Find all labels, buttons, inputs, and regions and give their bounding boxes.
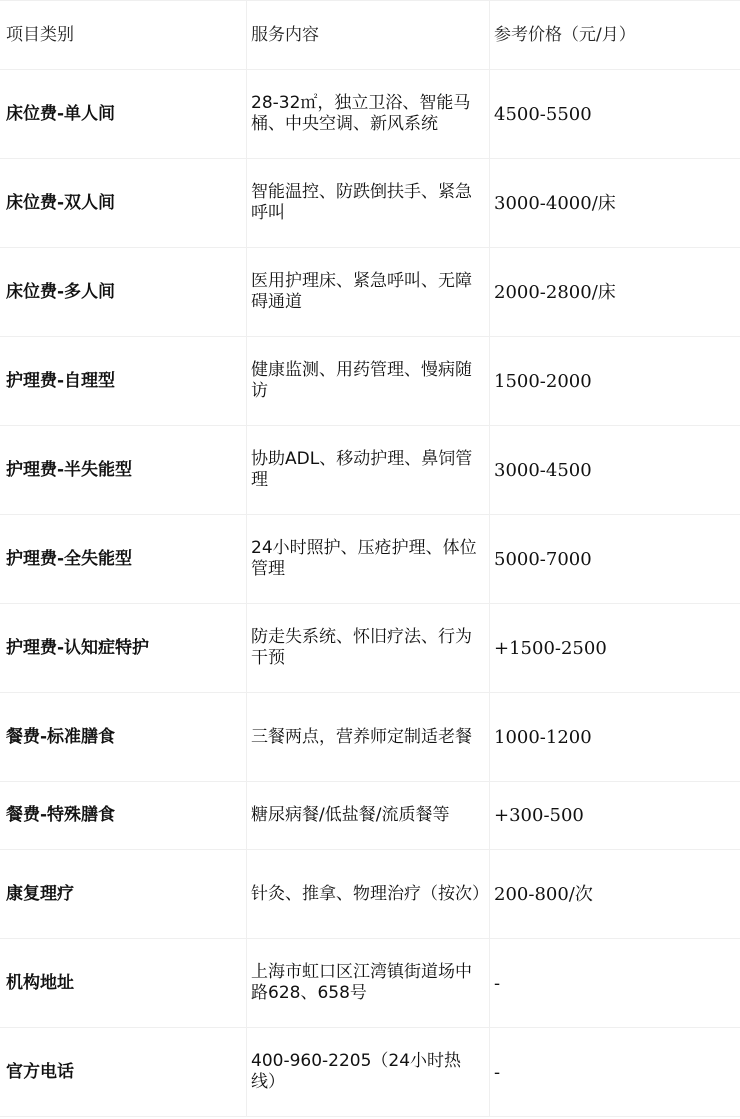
row-category: 床位费-单人间 [0,70,247,158]
row-category: 康复理疗 [0,850,247,938]
row-service: 医用护理床、紧急呼叫、无障碍通道 [247,248,490,336]
row-service: 针灸、推拿、物理治疗（按次） [247,850,490,938]
row-service: 协助ADL、移动护理、鼻饲管理 [247,426,490,514]
row-service: 上海市虹口区江湾镇街道场中路628、658号 [247,939,490,1027]
row-category: 床位费-多人间 [0,248,247,336]
table-row [0,850,740,939]
row-price: 200-800/次 [494,883,593,905]
row-price: +1500-2500 [494,637,607,659]
table-row [0,70,740,159]
row-price: +300-500 [494,805,584,826]
row-category: 护理费-认知症特护 [0,604,247,692]
row-service: 400-960-2205（24小时热线） [247,1028,490,1116]
row-service: 健康监测、用药管理、慢病随访 [247,337,490,425]
table-row [0,248,740,337]
row-price: 3000-4000/床 [494,192,616,214]
row-category: 餐费-标准膳食 [0,693,247,781]
table-row [0,426,740,515]
table-header-row [0,0,740,70]
row-service: 三餐两点，营养师定制适老餐 [247,693,490,781]
row-service: 智能温控、防跌倒扶手、紧急呼叫 [247,159,490,247]
row-price: 3000-4500 [494,459,592,481]
table-row [0,159,740,248]
row-price: - [494,1061,501,1083]
table-row [0,515,740,604]
row-category: 官方电话 [0,1028,247,1116]
table-row [0,1028,740,1117]
row-service: 防走失系统、怀旧疗法、行为干预 [247,604,490,692]
row-category: 机构地址 [0,939,247,1027]
row-category: 床位费-双人间 [0,159,247,247]
table-row [0,939,740,1028]
row-price: 1500-2000 [494,370,592,392]
row-category: 餐费-特殊膳食 [0,782,247,849]
row-category: 护理费-半失能型 [0,426,247,514]
table-row [0,337,740,426]
row-service: 糖尿病餐/低盐餐/流质餐等 [247,782,490,849]
row-price: 1000-1200 [494,726,592,748]
header-category: 项目类别 [0,1,247,69]
header-price: 参考价格（元/月） [494,24,636,45]
row-price: 5000-7000 [494,548,592,570]
row-service: 24小时照护、压疮护理、体位管理 [247,515,490,603]
row-price: 2000-2800/床 [494,281,616,303]
header-service: 服务内容 [247,1,490,69]
row-price: 4500-5500 [494,103,592,125]
row-service: 28-32㎡，独立卫浴、智能马桶、中央空调、新风系统 [247,70,490,158]
row-price: - [494,972,501,994]
table-row [0,604,740,693]
row-category: 护理费-自理型 [0,337,247,425]
table-row [0,782,740,850]
table-row [0,693,740,782]
row-category: 护理费-全失能型 [0,515,247,603]
